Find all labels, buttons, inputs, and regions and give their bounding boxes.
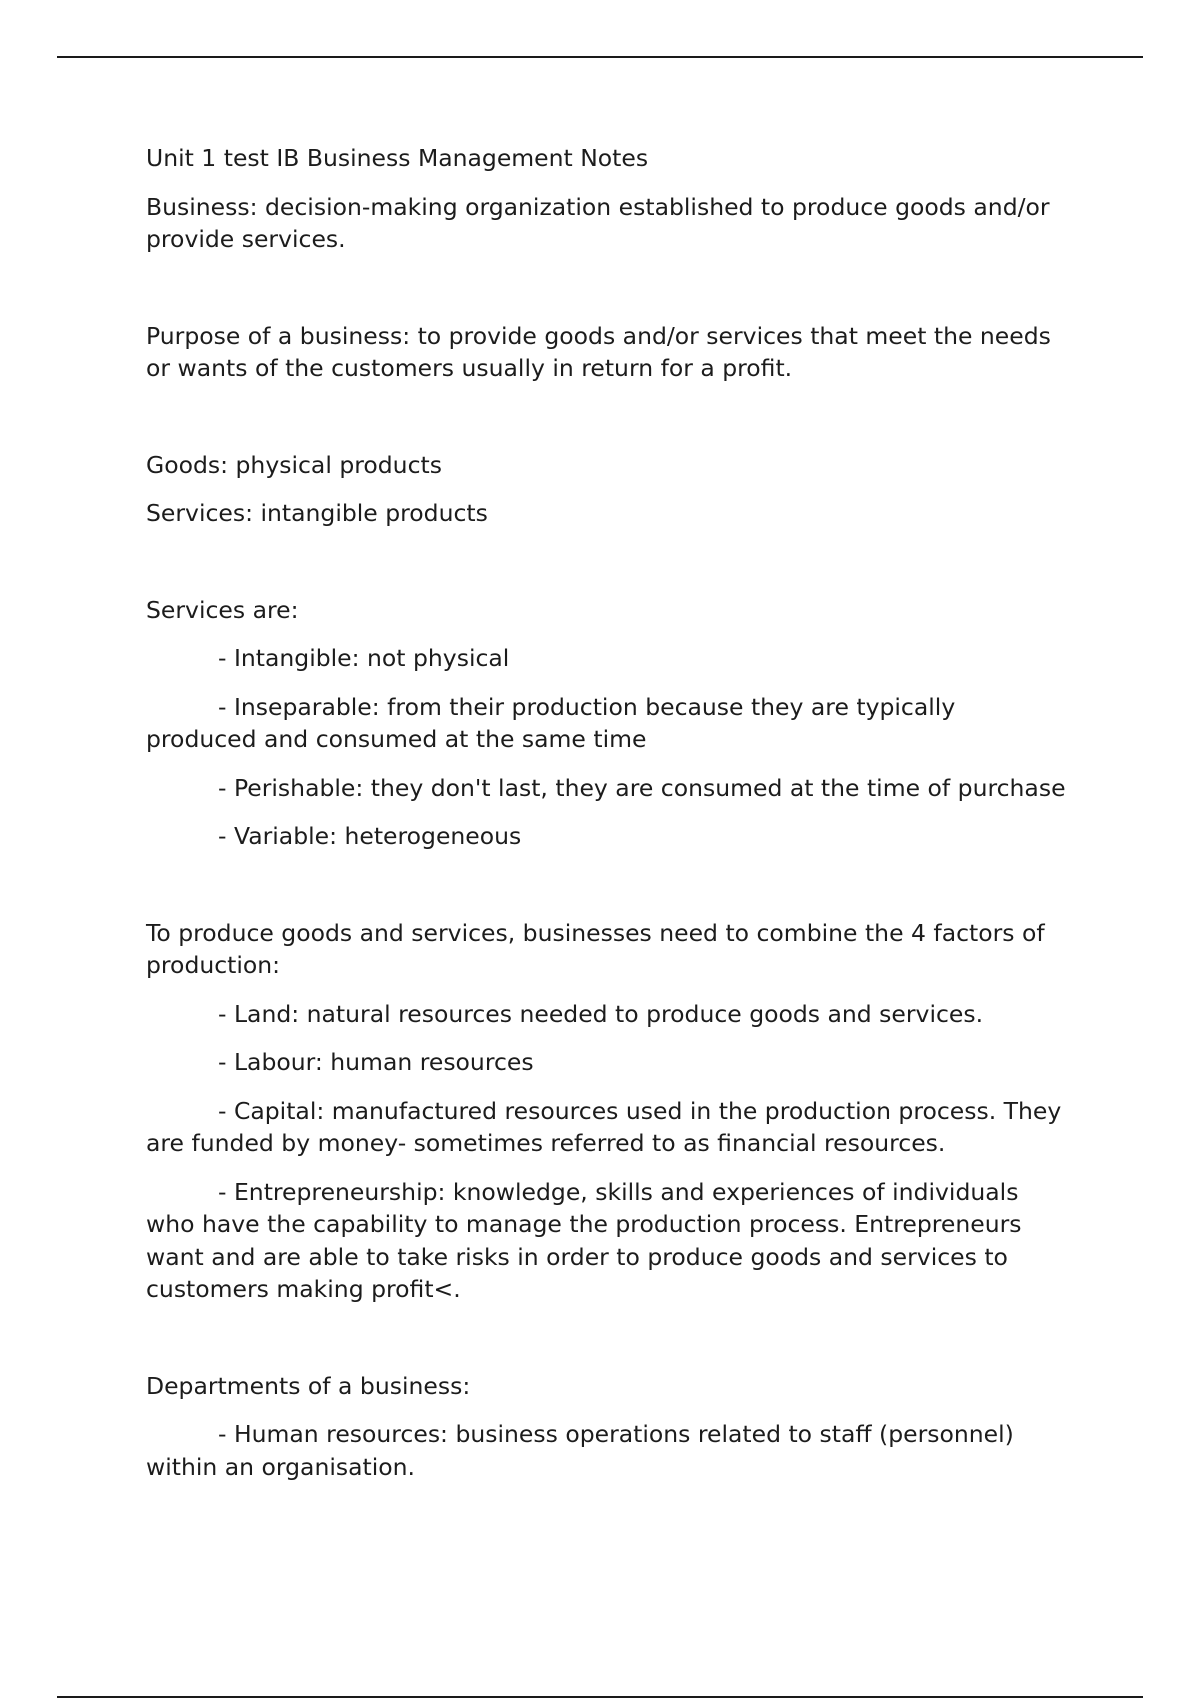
list-item: - Entrepreneurship: knowledge, skills and experiences of individuals who have the capability to manage the production process. Entrepreneurs want and are able to take risks in order to produce goods and services to customers making profit<. xyxy=(146,1177,1022,1303)
list-item: - Land: natural resources needed to produce goods and services. xyxy=(218,999,984,1028)
list-item: - Labour: human resources xyxy=(218,1048,534,1076)
list-item: - Capital: manufactured resources used in the production process. They are funded by money- sometimes referred to as financial resources. xyxy=(146,1096,1062,1157)
spacer xyxy=(146,272,1066,320)
list-item: - Inseparable: from their production because they are typically produced and consumed at the same time xyxy=(146,692,956,753)
list-item: - Perishable: they don't last, they are consumed at the time of purchase xyxy=(218,773,1066,802)
top-rule xyxy=(57,56,1143,58)
list-item: - Intangible: not physical xyxy=(218,644,510,672)
spacer xyxy=(146,401,1066,449)
spacer xyxy=(146,1322,1066,1370)
services-definition: Services: intangible products xyxy=(146,499,488,527)
spacer xyxy=(146,869,1066,917)
purpose-paragraph: Purpose of a business: to provide goods and/or services that meet the needs or wants of the customers usually in return for a profit. xyxy=(146,321,1051,382)
services-heading: Services are: xyxy=(146,595,299,624)
departments-heading: Departments of a business: xyxy=(146,1371,471,1400)
list-item: - Human resources: business operations related to staff (personnel) within an organisation. xyxy=(146,1420,1014,1481)
list-item: - Variable: heterogeneous xyxy=(218,822,522,850)
factors-heading: To produce goods and services, businesses need to combine the 4 factors of production: xyxy=(146,918,1045,979)
spacer xyxy=(146,546,1066,594)
document-body xyxy=(146,142,1066,1499)
document-title: Unit 1 test IB Business Management Notes xyxy=(146,144,649,172)
business-definition: Business: decision-making organization established to produce goods and/or provide services. xyxy=(146,192,1050,253)
goods-definition: Goods: physical products xyxy=(146,450,442,479)
bottom-rule xyxy=(57,1696,1143,1698)
